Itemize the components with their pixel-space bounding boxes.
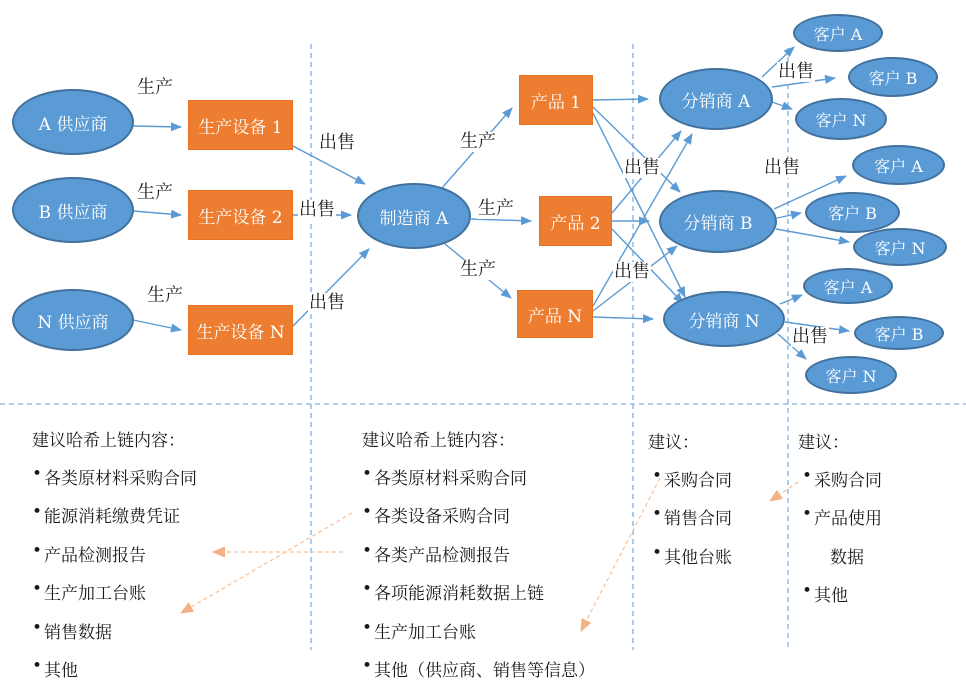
supplier-b-node: B 供应商 xyxy=(12,177,134,243)
edge-label-sell: 出售 xyxy=(764,157,800,178)
supplier-n-node: N 供应商 xyxy=(12,289,134,351)
product-1-box: 产品 1 xyxy=(519,75,593,125)
note-item: • 采购合同 xyxy=(798,466,882,504)
notes-col4 xyxy=(798,428,882,620)
note-item: • 产品使用 xyxy=(798,504,882,542)
distributor-a-node: 分销商 A xyxy=(659,68,773,130)
notes-col3-title: 建议： xyxy=(648,433,699,453)
note-item: • 各类原材料采购合同 xyxy=(32,464,197,502)
equipment-n-box: 生产设备 N xyxy=(188,305,293,355)
note-item: • 各项能源消耗数据上链 xyxy=(362,579,595,617)
edge-label-produce: 生产 xyxy=(137,77,173,98)
customer-a1-node: 客户 A xyxy=(793,14,883,52)
notes-col1 xyxy=(32,426,197,694)
distributor-n-node: 分销商 N xyxy=(663,291,785,347)
edge-label-produce: 生产 xyxy=(137,182,173,203)
customer-b2-node: 客户 B xyxy=(805,192,900,233)
equipment-2-box: 生产设备 2 xyxy=(188,190,293,240)
edge-label-produce: 生产 xyxy=(460,259,496,280)
customer-a3-node: 客户 A xyxy=(803,268,893,304)
edge-label-sell: 出售 xyxy=(792,326,828,347)
edge-label-sell: 出售 xyxy=(778,61,814,82)
edge-label-sell: 出售 xyxy=(624,157,660,178)
note-item: • 产品检测报告 xyxy=(32,541,197,579)
product-2-box: 产品 2 xyxy=(539,196,612,246)
note-item: • 其他 xyxy=(32,656,197,694)
customer-n1-node: 客户 N xyxy=(795,98,887,140)
note-item: • 生产加工台账 xyxy=(32,579,197,617)
notes-col4-title: 建议： xyxy=(798,433,849,453)
note-item: • 各类产品检测报告 xyxy=(362,541,595,579)
edge-label-sell: 出售 xyxy=(319,132,355,153)
edge-label-produce: 生产 xyxy=(147,285,183,306)
note-item: • 各类设备采购合同 xyxy=(362,502,595,540)
manufacturer-node: 制造商 A xyxy=(357,183,471,249)
note-item: • 各类原材料采购合同 xyxy=(362,464,595,502)
note-item: 数据 xyxy=(830,547,864,568)
customer-a2-node: 客户 A xyxy=(852,145,945,185)
customer-b1-node: 客户 B xyxy=(848,57,938,97)
product-n-box: 产品 N xyxy=(517,290,593,338)
edge-label-sell: 出售 xyxy=(299,199,335,220)
note-item: • 生产加工台账 xyxy=(362,618,595,656)
notes-col2-title: 建议哈希上链内容： xyxy=(362,431,515,451)
supplier-a-node: A 供应商 xyxy=(12,89,134,155)
notes-col1-title: 建议哈希上链内容： xyxy=(32,431,185,451)
edge-label-produce: 生产 xyxy=(460,131,496,152)
note-item: • 其他 xyxy=(798,581,882,619)
equipment-1-box: 生产设备 1 xyxy=(188,100,293,150)
edge-label-sell: 出售 xyxy=(614,261,650,282)
distributor-b-node: 分销商 B xyxy=(659,190,777,253)
customer-b3-node: 客户 B xyxy=(854,316,944,350)
customer-n3-node: 客户 N xyxy=(805,356,897,394)
note-item: • 能源消耗缴费凭证 xyxy=(32,502,197,540)
note-item: • 销售数据 xyxy=(32,618,197,656)
note-item: • 销售合同 xyxy=(648,504,732,542)
customer-n2-node: 客户 N xyxy=(853,228,947,266)
note-item: • 采购合同 xyxy=(648,466,732,504)
edge-label-produce: 生产 xyxy=(478,198,514,219)
note-item: • 其他（供应商、销售等信息） xyxy=(362,656,595,694)
note-item: • 其他台账 xyxy=(648,543,732,581)
edge-label-sell: 出售 xyxy=(309,292,345,313)
notes-col3 xyxy=(648,428,732,581)
notes-col2 xyxy=(362,426,595,694)
